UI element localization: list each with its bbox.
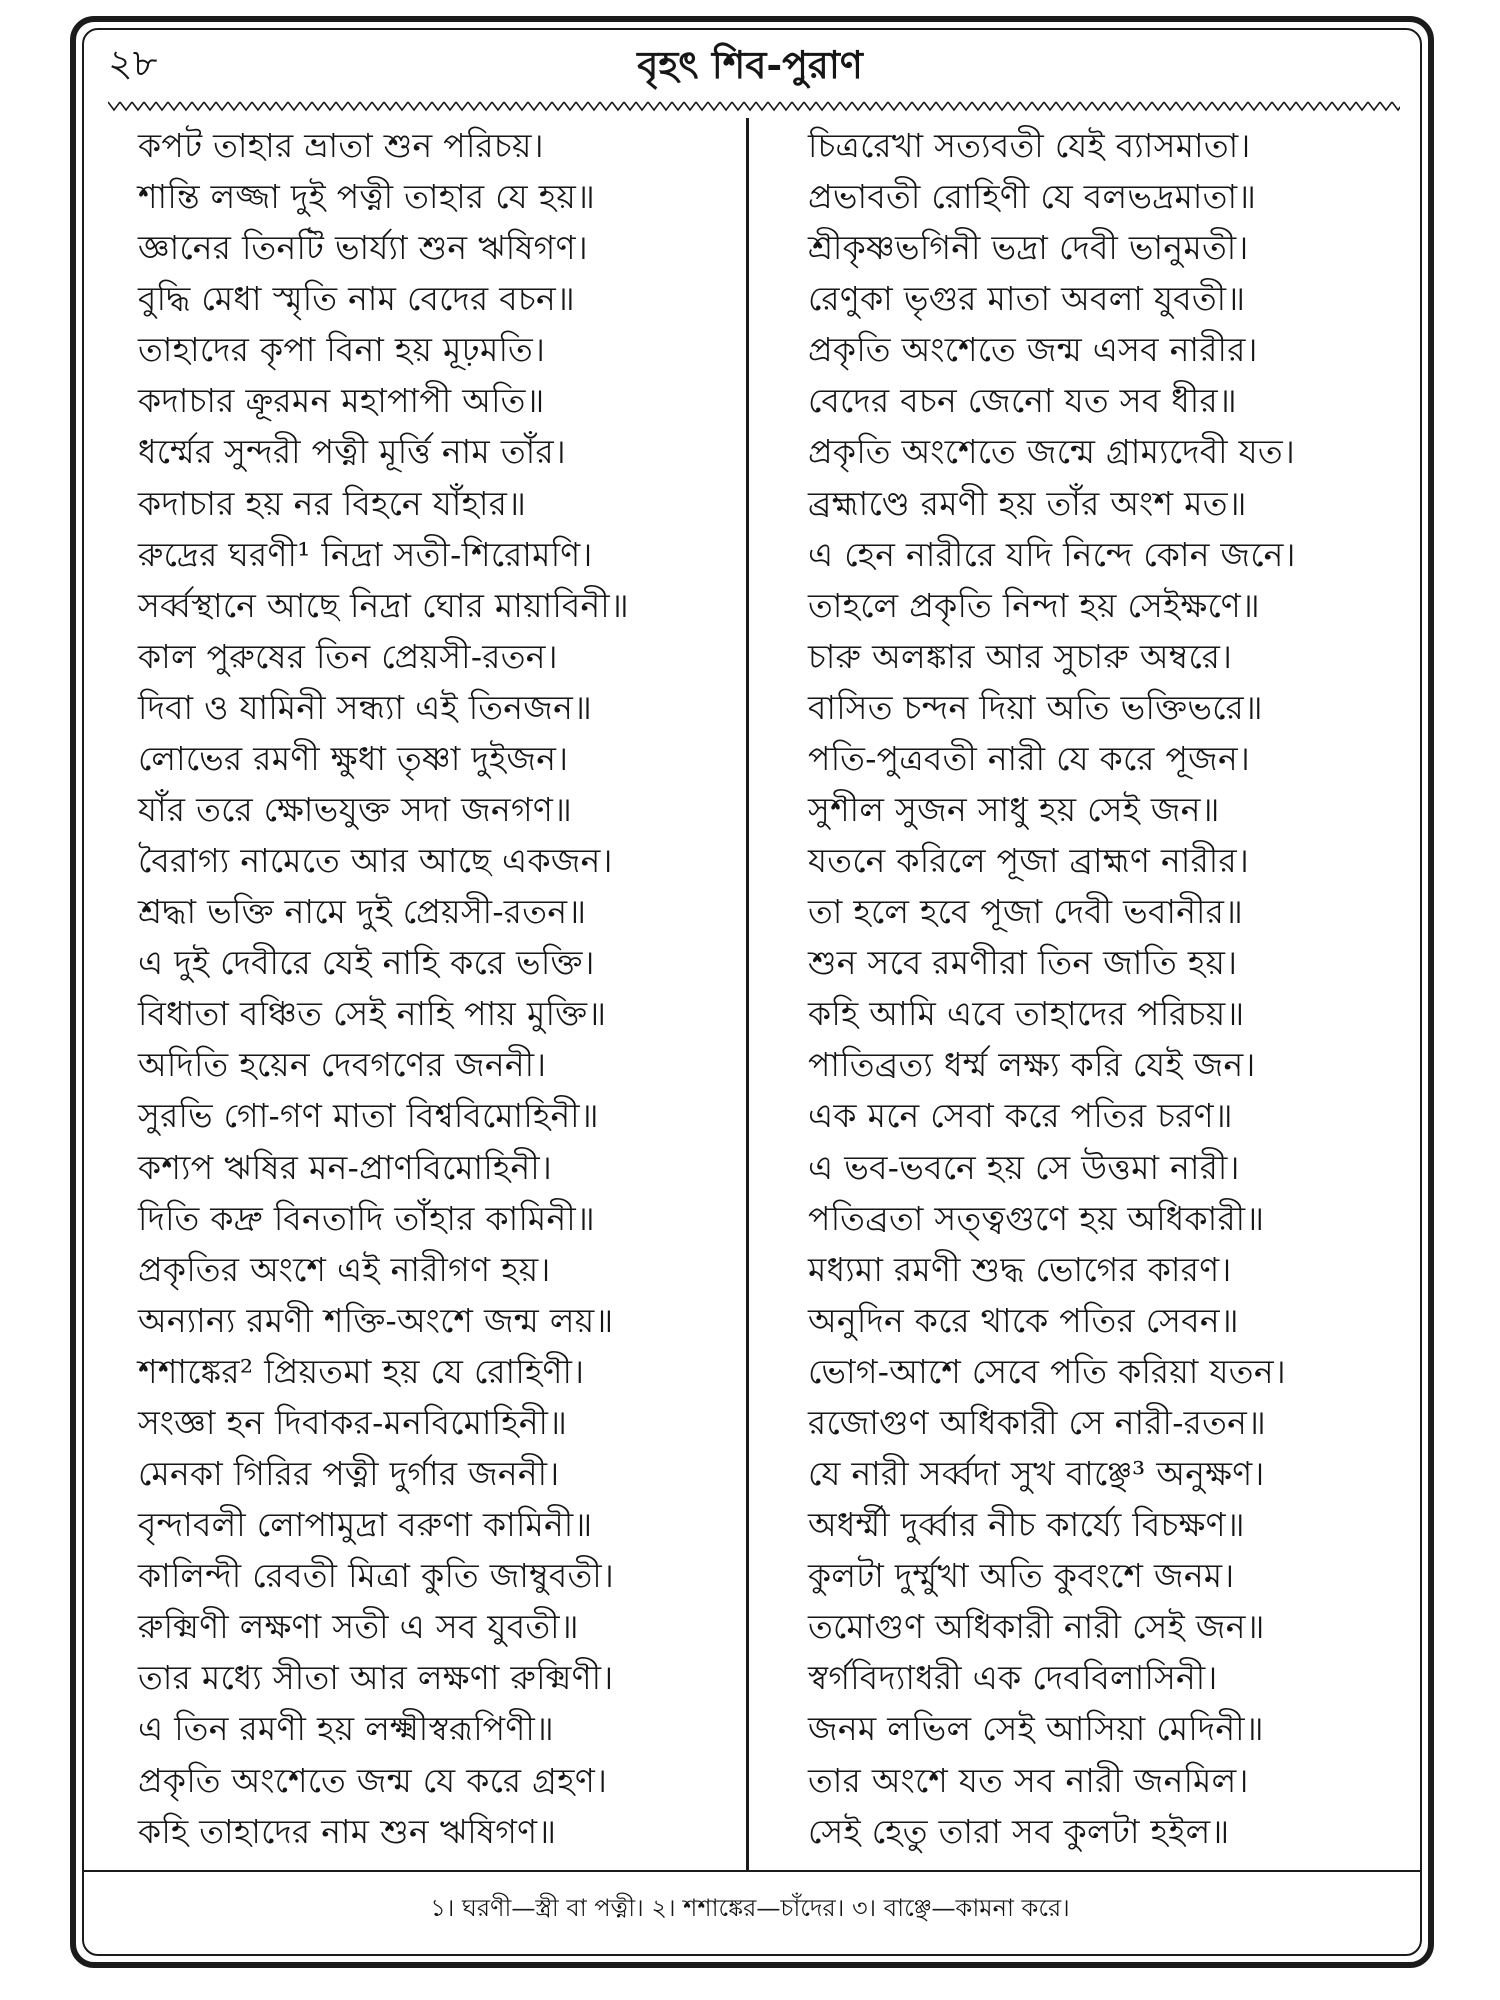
verse-line: তার অংশে যত সব নারী জনমিল। (808, 1760, 1249, 1800)
verse-line: জনম লভিল সেই আসিয়া মেদিনী॥ (808, 1709, 1264, 1749)
verse-line: বেদের বচন জেনো যত সব ধীর॥ (808, 381, 1237, 421)
verse-line: বৈরাগ্য নামেতে আর আছে একজন। (138, 841, 613, 881)
verse-line: কহি তাহাদের নাম শুন ঋষিগণ॥ (138, 1811, 557, 1851)
verse-line: মধ্যমা রমণী শুদ্ধ ভোগের কারণ। (808, 1249, 1232, 1289)
verse-line: তমোগুণ অধিকারী নারী সেই জন॥ (808, 1607, 1265, 1647)
verse-line: যাঁর তরে ক্ষোভযুক্ত সদা জনগণ॥ (138, 790, 573, 830)
verse-line: কপট তাহার ভ্রাতা শুন পরিচয়। (138, 126, 544, 165)
verse-line: পতিব্রতা সত্ত্বগুণে হয় অধিকারী॥ (808, 1198, 1265, 1238)
left-verse-column (138, 118, 738, 1858)
verse-line: চারু অলঙ্কার আর সুচারু অম্বরে। (808, 636, 1233, 676)
verse-line: তাহাদের কৃপা বিনা হয় মূঢ়মতি। (138, 330, 546, 370)
verse-line: লোভের রমণী ক্ষুধা তৃষ্ণা দুইজন। (138, 738, 569, 778)
verse-line: অনুদিন করে থাকে পতির সেবন॥ (808, 1300, 1239, 1340)
verse-line: সেই হেতু তারা সব কুলটা হইল॥ (808, 1811, 1230, 1851)
verse-line: কালিন্দী রেবতী মিত্রা কুতি জাম্বুবতী। (138, 1556, 615, 1596)
verse-line: ব্রহ্মাণ্ডে রমণী হয় তাঁর অংশ মত॥ (808, 483, 1247, 523)
verse-line: রুক্মিণী লক্ষণা সতী এ সব যুবতী॥ (138, 1607, 579, 1647)
footnote-rule (84, 1870, 1420, 1872)
verse-line: সংজ্ঞা হন দিবাকর-মনবিমোহিনী॥ (138, 1402, 568, 1442)
page-number: ২৮ (108, 41, 158, 85)
footnotes: ১। ঘরণী—স্ত্রী বা পত্নী। ২। শশাঙ্কের—চাঁদের। ৩। বাঞ্ছে—কামনা করে। (430, 1894, 1070, 1922)
verse-line: যে নারী সর্ব্বদা সুখ বাঞ্ছে³ অনুক্ষণ। (808, 1454, 1265, 1494)
verse-line: জ্ঞানের তিনটি ভার্য্যা শুন ঋষিগণ। (138, 228, 588, 268)
verse-line: তার মধ্যে সীতা আর লক্ষণা রুক্মিণী। (138, 1658, 614, 1698)
verse-line: যতনে করিলে পূজা ব্রাহ্মণ নারীর। (808, 841, 1250, 881)
verse-line: বৃন্দাবলী লোপামুদ্রা বরুণা কামিনী॥ (138, 1505, 593, 1545)
verse-line: সুশীল সুজন সাধু হয় সেই জন॥ (808, 790, 1220, 830)
verse-line: কহি আমি এবে তাহাদের পরিচয়॥ (808, 994, 1245, 1034)
verse-line: তাহলে প্রকৃতি নিন্দা হয় সেইক্ষণে॥ (808, 585, 1261, 625)
verse-line: দিবা ও যামিনী সন্ধ্যা এই তিনজন॥ (138, 687, 593, 727)
verse-line: চিত্ররেখা সত্যবতী যেই ব্যাসমাতা। (808, 126, 1251, 165)
verse-line: এ তিন রমণী হয় লক্ষ্মীস্বরূপিণী॥ (138, 1709, 555, 1749)
verse-line: কাল পুরুষের তিন প্রেয়সী-রতন। (138, 636, 558, 676)
verse-line: মেনকা গিরির পত্নী দুর্গার জননী। (138, 1454, 560, 1494)
verse-line: কুলটা দুর্ম্মুখা অতি কুবংশে জনম। (808, 1556, 1235, 1596)
right-verse-column (808, 118, 1398, 1858)
verse-line: অধর্ম্মী দুর্ব্বার নীচ কার্য্যে বিচক্ষণ॥ (808, 1505, 1245, 1545)
verse-line: এক মনে সেবা করে পতির চরণ॥ (808, 1096, 1233, 1136)
verse-line: অন্যান্য রমণী শক্তি-অংশে জন্ম লয়॥ (138, 1300, 614, 1340)
column-divider (746, 118, 749, 1870)
verse-line: এ হেন নারীরে যদি নিন্দে কোন জনে। (808, 534, 1296, 574)
header-ornament-rule (108, 98, 1400, 114)
verse-line: ধর্ম্মের সুন্দরী পত্নী মূর্ত্তি নাম তাঁর। (138, 432, 567, 472)
verse-line: পাতিব্রত্য ধর্ম্ম লক্ষ্য করি যেই জন। (808, 1045, 1256, 1085)
verse-line: দিতি কদ্রু বিনতাদি তাঁহার কামিনী॥ (138, 1198, 595, 1238)
verse-line: প্রভাবতী রোহিণী যে বলভদ্রমাতা॥ (808, 177, 1257, 217)
verse-line: কশ্যপ ঋষির মন-প্রাণবিমোহিনী। (138, 1147, 553, 1187)
verse-line: শশাঙ্কের² প্রিয়তমা হয় যে রোহিণী। (138, 1351, 585, 1391)
verse-line: বুদ্ধি মেধা স্মৃতি নাম বেদের বচন॥ (138, 279, 575, 319)
verse-line: কদাচার ক্রূরমন মহাপাপী অতি॥ (138, 381, 545, 421)
verse-line: সর্ব্বস্থানে আছে নিদ্রা ঘোর মায়াবিনী॥ (138, 585, 629, 625)
verse-line: শুন সবে রমণীরা তিন জাতি হয়। (808, 943, 1238, 983)
running-title: বৃহৎ শিব-পুরাণ (637, 42, 863, 87)
verse-line: সুরভি গো-গণ মাতা বিশ্ববিমোহিনী॥ (138, 1096, 599, 1136)
verse-line: এ ভব-ভবনে হয় সে উত্তমা নারী। (808, 1147, 1240, 1187)
verse-line: শ্রীকৃষ্ণভগিনী ভদ্রা দেবী ভানুমতী। (808, 228, 1249, 268)
verse-line: স্বর্গবিদ্যাধরী এক দেববিলাসিনী। (808, 1658, 1218, 1698)
verse-line: রজোগুণ অধিকারী সে নারী-রতন॥ (808, 1402, 1267, 1442)
verse-line: পতি-পুত্রবতী নারী যে করে পূজন। (808, 738, 1251, 778)
verse-line: বিধাতা বঞ্চিত সেই নাহি পায় মুক্তি॥ (138, 994, 607, 1034)
verse-line: রেণুকা ভৃগুর মাতা অবলা যুবতী॥ (808, 279, 1246, 319)
verse-line: রুদ্রের ঘরণী¹ নিদ্রা সতী-শিরোমণি। (138, 534, 593, 574)
verse-line: বাসিত চন্দন দিয়া অতি ভক্তিভরে॥ (808, 687, 1263, 727)
verse-line: প্রকৃতি অংশেতে জন্ম এসব নারীর। (808, 330, 1258, 370)
verse-line: শ্রদ্ধা ভক্তি নামে দুই প্রেয়সী-রতন॥ (138, 892, 587, 932)
verse-line: তা হলে হবে পূজা দেবী ভবানীর॥ (808, 892, 1244, 932)
verse-line: শান্তি লজ্জা দুই পত্নী তাহার যে হয়॥ (138, 177, 596, 217)
verse-line: প্রকৃতি অংশেতে জন্ম যে করে গ্রহণ। (138, 1760, 608, 1800)
verse-line: প্রকৃতির অংশে এই নারীগণ হয়। (138, 1249, 551, 1289)
verse-line: অদিতি হয়েন দেবগণের জননী। (138, 1045, 547, 1085)
verse-line: এ দুই দেবীরে যেই নাহি করে ভক্তি। (138, 943, 595, 983)
verse-line: প্রকৃতি অংশেতে জন্মে গ্রাম্যদেবী যত। (808, 432, 1296, 472)
verse-line: ভোগ-আশে সেবে পতি করিয়া যতন। (808, 1351, 1286, 1391)
verse-line: কদাচার হয় নর বিহনে যাঁহার॥ (138, 483, 527, 523)
